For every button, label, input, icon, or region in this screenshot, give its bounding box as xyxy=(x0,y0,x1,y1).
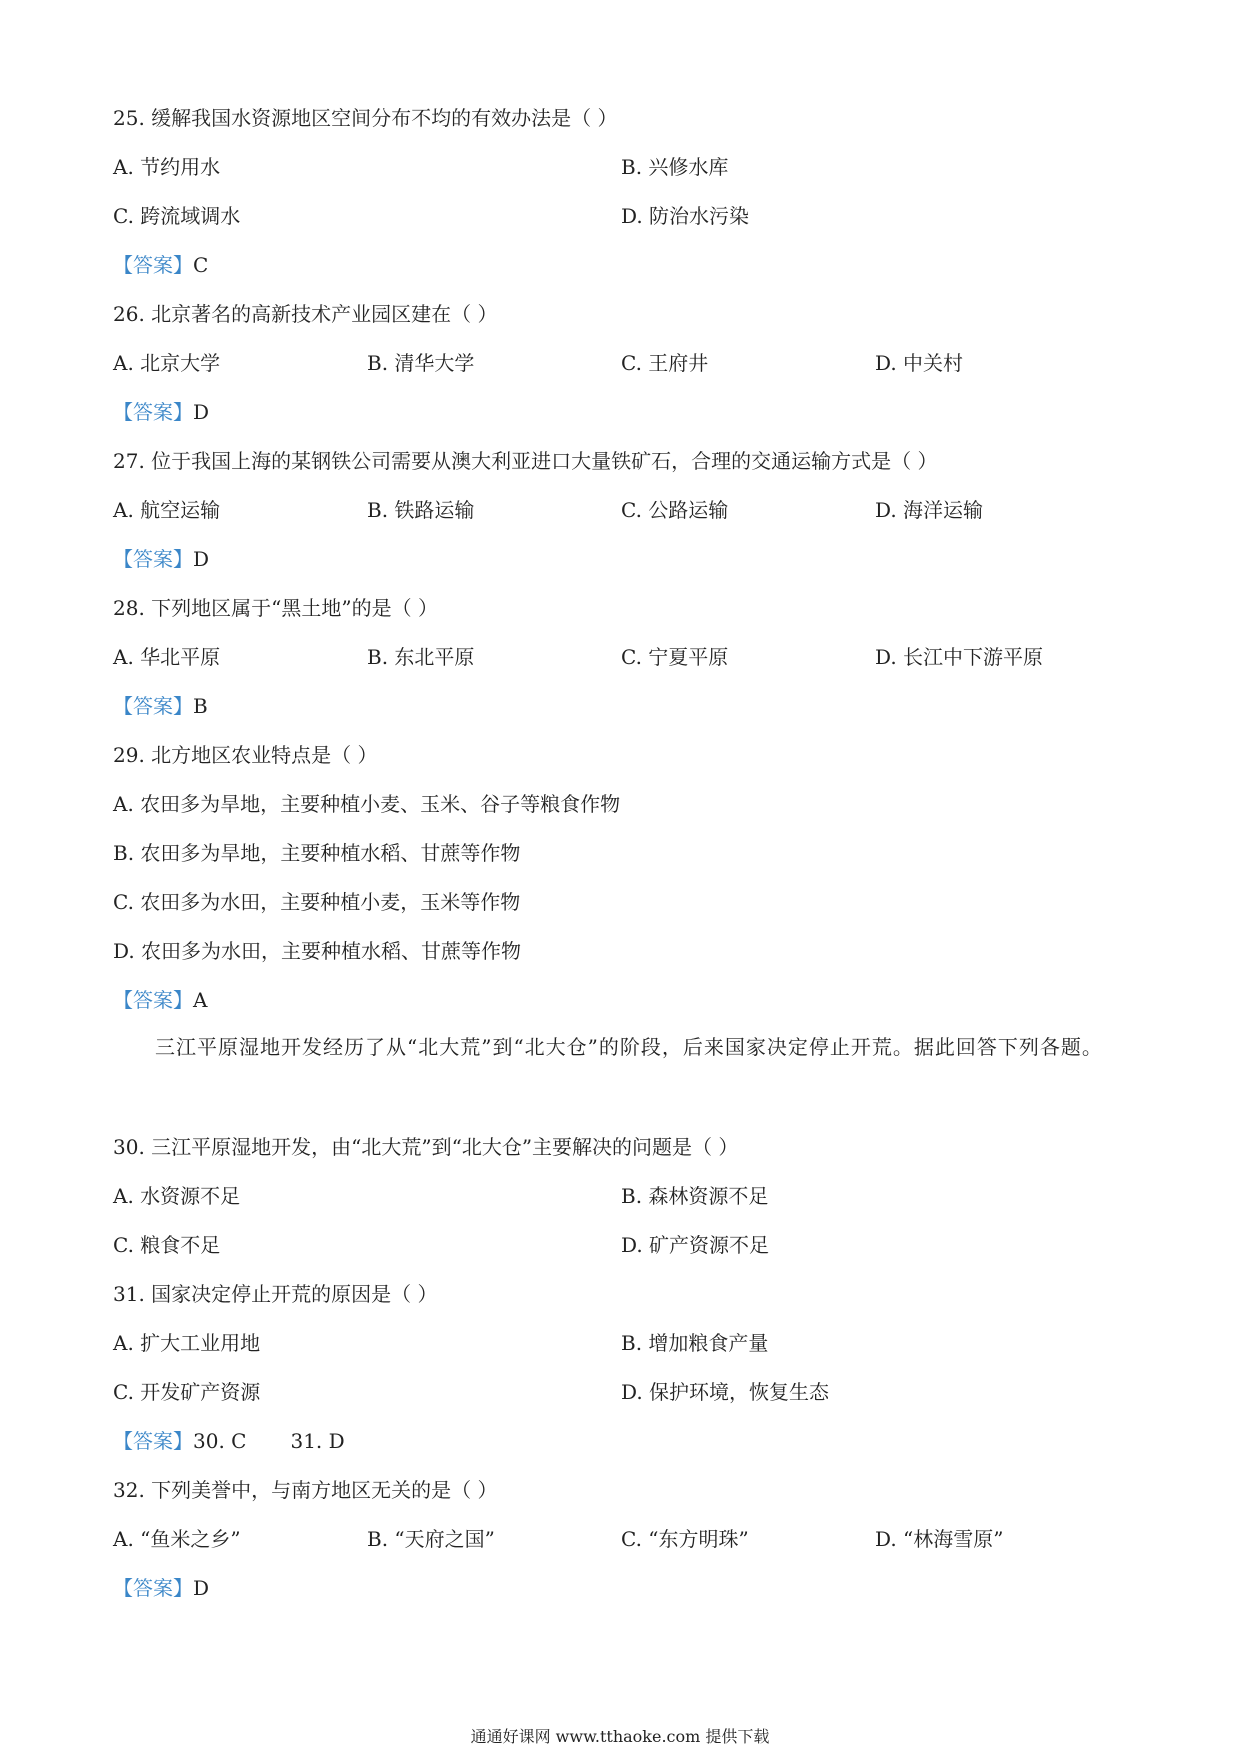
q30-option-b: B. 森林资源不足 xyxy=(621,1184,769,1208)
q29-answer xyxy=(113,986,207,1014)
answer-30: 30. C xyxy=(193,1429,247,1453)
answer-value: D xyxy=(193,547,210,571)
answer-value: D xyxy=(193,400,210,424)
answer-label: 【答案】 xyxy=(113,1576,193,1600)
q31-option-c: C. 开发矿产资源 xyxy=(113,1380,261,1404)
q31-option-a: A. 扩大工业用地 xyxy=(113,1331,261,1355)
answer-label: 【答案】 xyxy=(113,400,193,424)
q26-option-c: C. 王府井 xyxy=(621,351,709,375)
reading-passage: 三江平原湿地开发经历了从“北大荒”到“北大仓”的阶段，后来国家决定停止开荒。据此回答下列各题。 xyxy=(155,1035,1103,1059)
q28-option-a: A. 华北平原 xyxy=(113,645,221,669)
q26-answer xyxy=(113,398,209,426)
q26-option-a: A. 北京大学 xyxy=(113,351,221,375)
answer-label: 【答案】 xyxy=(113,694,193,718)
question-27-stem: 27. 位于我国上海的某钢铁公司需要从澳大利亚进口大量铁矿石，合理的交通运输方式是（ ） xyxy=(113,449,938,473)
answer-value: B xyxy=(193,694,208,718)
q28-answer xyxy=(113,692,208,720)
question-28-stem: 28. 下列地区属于“黑土地”的是（ ） xyxy=(113,596,438,620)
q29-option-c: C. 农田多为水田，主要种植小麦，玉米等作物 xyxy=(113,890,521,914)
q30-option-c: C. 粮食不足 xyxy=(113,1233,221,1257)
question-29-stem: 29. 北方地区农业特点是（ ） xyxy=(113,743,378,767)
q27-option-a: A. 航空运输 xyxy=(113,498,221,522)
q26-option-d: D. 中关村 xyxy=(875,351,964,375)
answer-value: C xyxy=(193,253,209,277)
q30-option-d: D. 矿产资源不足 xyxy=(621,1233,770,1257)
q32-option-b: B. “天府之国” xyxy=(367,1527,495,1551)
question-31-stem: 31. 国家决定停止开荒的原因是（ ） xyxy=(113,1282,438,1306)
q32-answer xyxy=(113,1574,209,1602)
question-30-stem: 30. 三江平原湿地开发，由“北大荒”到“北大仓”主要解决的问题是（ ） xyxy=(113,1135,739,1159)
question-26-stem: 26. 北京著名的高新技术产业园区建在（ ） xyxy=(113,302,498,326)
page-footer: 通通好课网 www.tthaoke.com 提供下载 xyxy=(470,1727,770,1746)
q31-option-d: D. 保护环境，恢复生态 xyxy=(621,1380,830,1404)
q25-option-a: A. 节约用水 xyxy=(113,155,221,179)
answer-label: 【答案】 xyxy=(113,547,193,571)
q25-option-d: D. 防治水污染 xyxy=(621,204,750,228)
answer-label: 【答案】 xyxy=(113,253,193,277)
q29-option-b: B. 农田多为旱地，主要种植水稻、甘蔗等作物 xyxy=(113,841,521,865)
q27-option-c: C. 公路运输 xyxy=(621,498,729,522)
q32-option-d: D. “林海雪原” xyxy=(875,1527,1004,1551)
q28-option-c: C. 宁夏平原 xyxy=(621,645,729,669)
answer-label: 【答案】 xyxy=(113,988,193,1012)
q29-option-a: A. 农田多为旱地，主要种植小麦、玉米、谷子等粮食作物 xyxy=(113,792,621,816)
q25-answer xyxy=(113,251,208,279)
q30-option-a: A. 水资源不足 xyxy=(113,1184,241,1208)
answer-label: 【答案】 xyxy=(113,1429,193,1453)
q27-answer xyxy=(113,545,209,573)
q27-option-d: D. 海洋运输 xyxy=(875,498,984,522)
q29-option-d: D. 农田多为水田，主要种植水稻、甘蔗等作物 xyxy=(113,939,522,963)
answer-31: 31. D xyxy=(290,1429,345,1453)
q31-option-b: B. 增加粮食产量 xyxy=(621,1331,769,1355)
q26-option-b: B. 清华大学 xyxy=(367,351,475,375)
q28-option-d: D. 长江中下游平原 xyxy=(875,645,1044,669)
q28-option-b: B. 东北平原 xyxy=(367,645,475,669)
q32-option-a: A. “鱼米之乡” xyxy=(113,1527,241,1551)
q27-option-b: B. 铁路运输 xyxy=(367,498,475,522)
answer-value: A xyxy=(193,988,208,1012)
q30-31-answer xyxy=(113,1427,345,1455)
q25-option-b: B. 兴修水库 xyxy=(621,155,729,179)
q32-option-c: C. “东方明珠” xyxy=(621,1527,749,1551)
question-25-stem: 25. 缓解我国水资源地区空间分布不均的有效办法是（ ） xyxy=(113,106,618,130)
answer-value: D xyxy=(193,1576,210,1600)
question-32-stem: 32. 下列美誉中，与南方地区无关的是（ ） xyxy=(113,1478,498,1502)
q25-option-c: C. 跨流域调水 xyxy=(113,204,241,228)
